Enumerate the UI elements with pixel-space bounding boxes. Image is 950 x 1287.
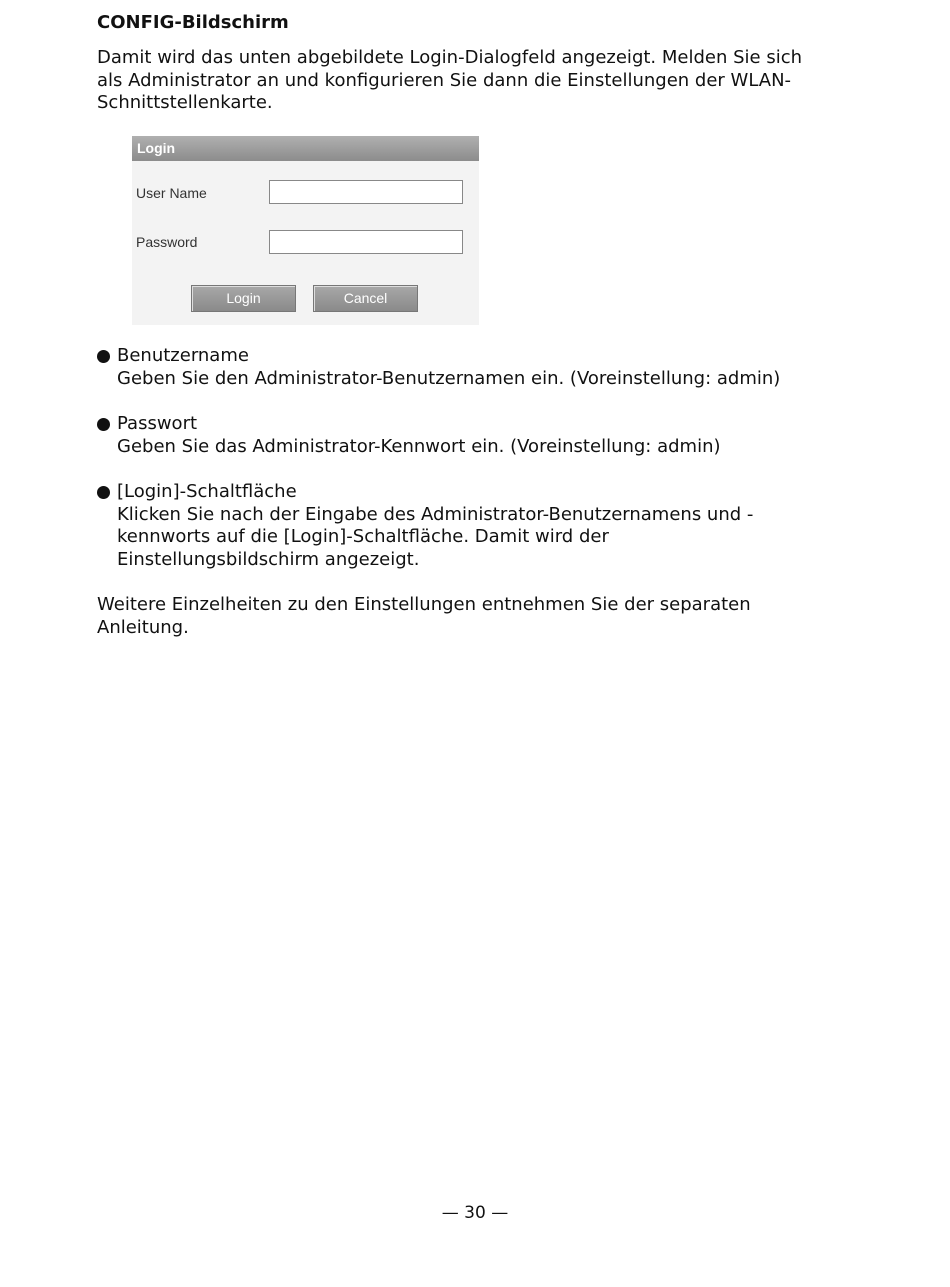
login-button[interactable]: Login bbox=[191, 285, 296, 312]
user-name-label: User Name bbox=[136, 185, 207, 201]
bullet-dot-icon bbox=[97, 486, 110, 499]
bullet-line: Geben Sie den Administrator-Benutzernamen ein. (Voreinstellung: admin) bbox=[117, 367, 781, 389]
bullet-dot-icon bbox=[97, 350, 110, 363]
password-input[interactable] bbox=[269, 230, 463, 254]
bullet-line: Geben Sie das Administrator-Kennwort ein. (Voreinstellung: admin) bbox=[117, 435, 721, 457]
bullet-dot-icon bbox=[97, 418, 110, 431]
intro-paragraph bbox=[97, 47, 877, 115]
outro-line: Anleitung. bbox=[97, 616, 189, 638]
page-number: — 30 — bbox=[441, 1203, 509, 1223]
intro-line: Damit wird das unten abgebildete Login-Dialogfeld angezeigt. Melden Sie sich bbox=[97, 47, 803, 68]
user-name-input[interactable] bbox=[269, 180, 463, 204]
bullet-title: [Login]-Schaltfläche bbox=[117, 481, 297, 502]
outro-line: Weitere Einzelheiten zu den Einstellungen entnehmen Sie der separaten bbox=[97, 594, 751, 615]
bullet-line: Klicken Sie nach der Eingabe des Administrator-Benutzernamens und - bbox=[117, 503, 754, 525]
intro-line: Schnittstellenkarte. bbox=[97, 92, 273, 113]
bullet-title: Benutzername bbox=[117, 345, 249, 366]
section-heading: CONFIG-Bildschirm bbox=[97, 12, 289, 33]
bullet-line: Einstellungsbildschirm angezeigt. bbox=[117, 548, 420, 570]
intro-line: als Administrator an und konfigurieren Sie dann die Einstellungen der WLAN- bbox=[97, 69, 792, 91]
login-dialog bbox=[132, 136, 479, 325]
bullet-title: Passwort bbox=[117, 413, 198, 434]
outro-paragraph bbox=[97, 594, 877, 639]
cancel-button[interactable]: Cancel bbox=[313, 285, 418, 312]
bullet-line: kennworts auf die [Login]-Schaltfläche. Damit wird der bbox=[117, 526, 609, 547]
dialog-title: Login bbox=[132, 136, 479, 161]
password-label: Password bbox=[136, 234, 198, 250]
